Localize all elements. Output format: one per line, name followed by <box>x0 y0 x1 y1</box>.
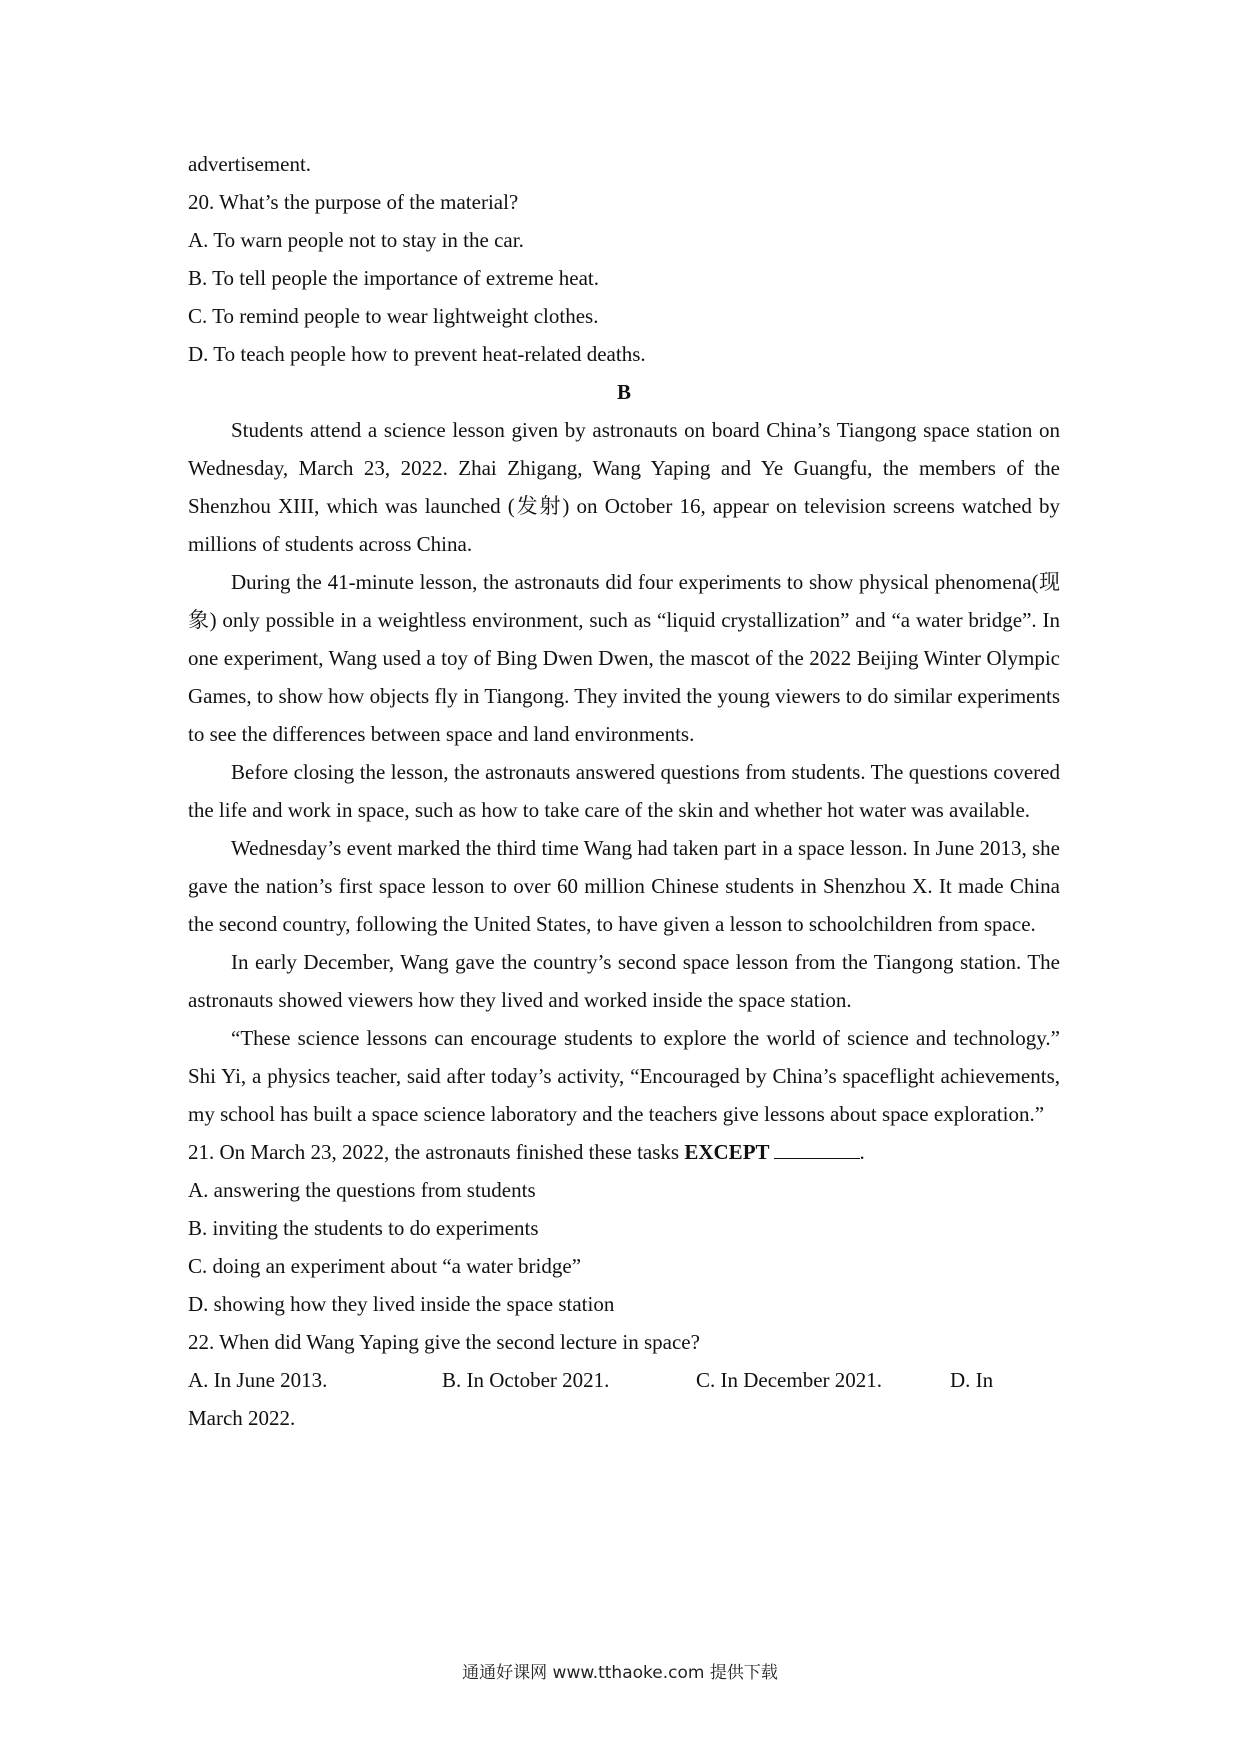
question-22-option-b: B. In October 2021. <box>442 1368 610 1392</box>
passage-paragraph: Wednesday’s event marked the third time Wang had taken part in a space lesson. In June 2013, she gave the nation’s first space lesson to over 60 million Chinese students in Shenzhou X. It made China the second country, following the United States, to have given a lesson to schoolchildren from space. <box>188 836 1060 936</box>
question-20-option-c: C. To remind people to wear lightweight clothes. <box>188 304 599 328</box>
question-22-options <box>188 1361 1060 1399</box>
question-22 <box>188 1323 1060 1437</box>
question-21-text <box>188 1133 1060 1171</box>
question-22-option-d: D. In <box>950 1368 994 1392</box>
question-22-option-c: C. In December 2021. <box>696 1368 883 1392</box>
question-20-option-b: B. To tell people the importance of extreme heat. <box>188 266 599 290</box>
question-21 <box>188 1133 1060 1323</box>
page-footer: 通通好课网 www.tthaoke.com 提供下载 <box>462 1663 778 1683</box>
document-page <box>188 145 1060 1437</box>
question-21-emphasis: EXCEPT <box>684 1140 770 1164</box>
passage-paragraph: In early December, Wang gave the country’s second space lesson from the Tiangong station. The astronauts showed viewers how they lived and worked inside the space station. <box>188 950 1060 1012</box>
passage-paragraph: Before closing the lesson, the astronauts answered questions from students. The questions covered the life and work in space, such as how to take care of the skin and whether hot water was available. <box>188 760 1060 822</box>
question-22-text: 22. When did Wang Yaping give the second lecture in space? <box>188 1330 700 1354</box>
question-20-option-a: A. To warn people not to stay in the car. <box>188 228 524 252</box>
question-21-option-b: B. inviting the students to do experiments <box>188 1216 539 1240</box>
question-20-option-d: D. To teach people how to prevent heat-related deaths. <box>188 342 646 366</box>
question-20 <box>188 183 1060 373</box>
question-21-option-d: D. showing how they lived inside the space station <box>188 1292 615 1316</box>
answer-blank <box>774 1138 860 1159</box>
passage-paragraph: During the 41-minute lesson, the astronauts did four experiments to show physical phenomena(现象) only possible in a weightless environment, such as “liquid crystallization” and “a water bridge”. In one experiment, Wang used a toy of Bing Dwen Dwen, the mascot of the 2022 Beijing Winter Olympic Games, to show how objects fly in Tiangong. They invited the young viewers to do similar experiments to see the differences between space and land environments. <box>188 570 1060 746</box>
passage <box>188 411 1060 1133</box>
question-21-end: . <box>859 1140 865 1164</box>
question-21-option-c: C. doing an experiment about “a water bridge” <box>188 1254 582 1278</box>
question-21-option-a: A. answering the questions from students <box>188 1178 536 1202</box>
section-heading: B <box>616 380 631 404</box>
passage-paragraph: “These science lessons can encourage students to explore the world of science and technology.” Shi Yi, a physics teacher, said after today’s activity, “Encouraged by China’s spaceflight achievements, my school has built a space science laboratory and the teachers give lessons about space exploration.” <box>188 1026 1060 1126</box>
passage-paragraph: Students attend a science lesson given by astronauts on board China’s Tiangong space station on Wednesday, March 23, 2022. Zhai Zhigang, Wang Yaping and Ye Guangfu, the members of the Shenzhou XIII, which was launched (发射) on October 16, appear on television screens watched by millions of students across China. <box>188 418 1060 556</box>
question-22-option-a: A. In June 2013. <box>188 1368 328 1392</box>
previous-text-tail: advertisement. <box>188 152 312 176</box>
question-20-text: 20. What’s the purpose of the material? <box>188 190 519 214</box>
question-21-start: 21. On March 23, 2022, the astronauts finished these tasks <box>188 1140 685 1164</box>
question-22-option-d-continuation: March 2022. <box>188 1406 296 1430</box>
